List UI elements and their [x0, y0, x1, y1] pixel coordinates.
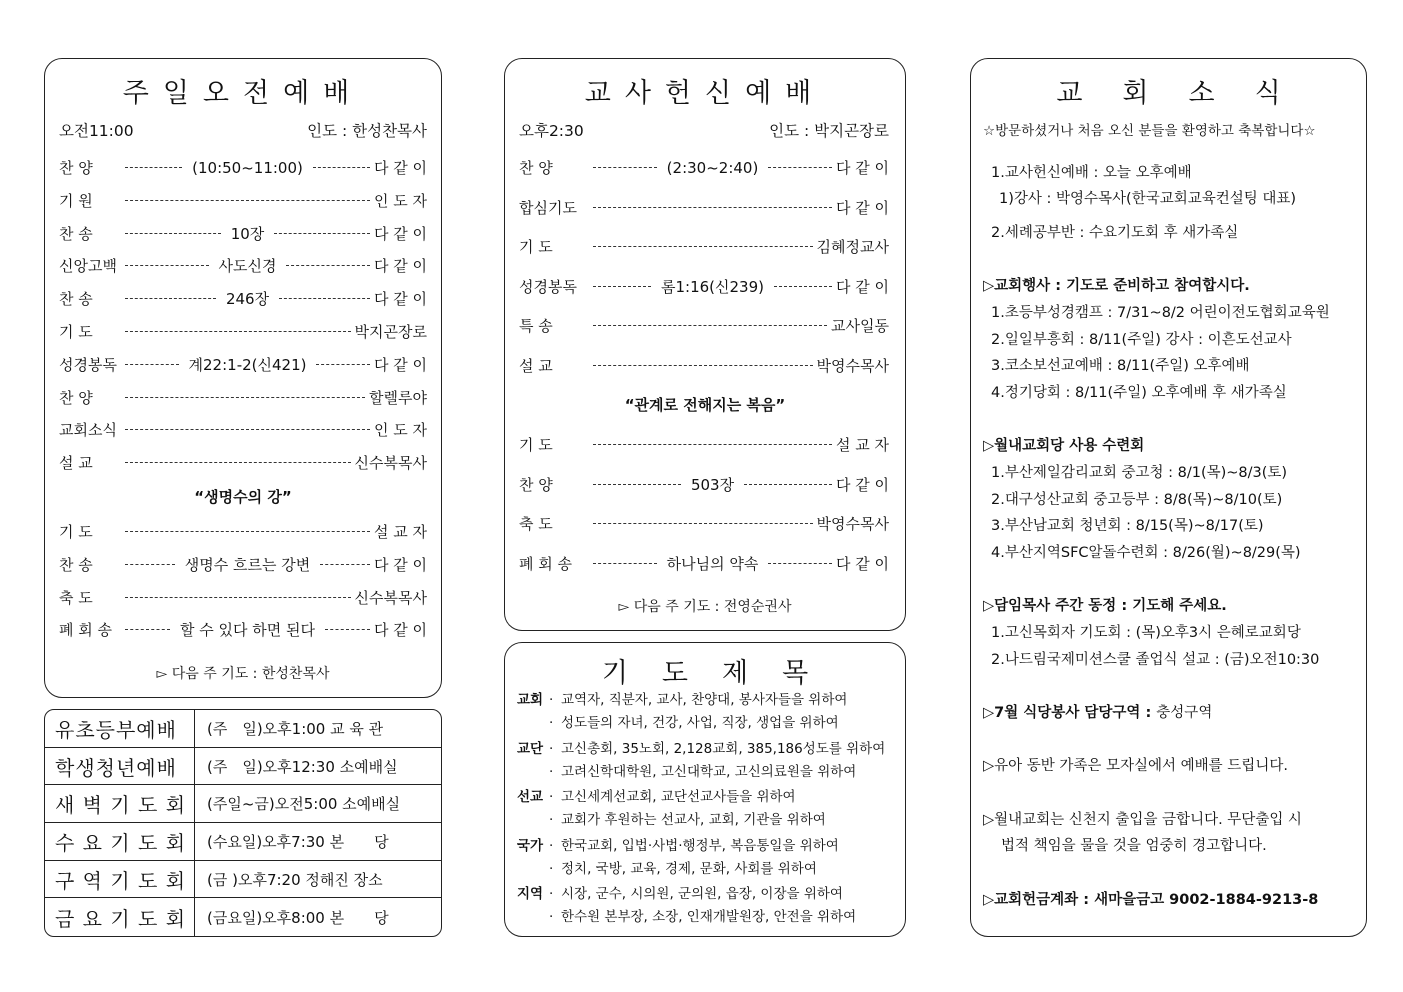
morning-sermon-title: “생명수의 강” [194, 488, 292, 506]
order-row [59, 554, 427, 575]
dash-leader [593, 325, 827, 326]
schedule-time: (주일~금)오전5:00 소예배실 [207, 795, 401, 814]
schedule-name: 수 요 기 도 회 [45, 823, 195, 860]
order-detail: 생명수 흐르는 강변 [184, 555, 311, 574]
dash-leader [125, 564, 175, 565]
news-item: 2.세례공부반 : 수요기도회 후 새가족실 [991, 225, 1239, 241]
prayer-line [517, 786, 826, 809]
news-meal-label: ▷7월 식당봉사 담당구역 : [983, 705, 1157, 721]
schedule-row [45, 748, 441, 786]
news-meal-heading [983, 701, 1212, 722]
prayer-line [517, 761, 885, 784]
order-person: 박영수목사 [816, 356, 889, 375]
prayer-text: 교회가 후원하는 선교사, 교회, 기관을 위하여 [561, 812, 826, 828]
order-person: 신수복목사 [354, 454, 427, 473]
prayer-text: 성도들의 자녀, 건강, 사업, 직장, 생업을 위하여 [561, 715, 839, 731]
order-label: 설 교 [519, 356, 553, 375]
dash-leader [125, 429, 370, 430]
order-label: 축 도 [519, 515, 553, 533]
prayer-key: 교단 [517, 740, 544, 757]
schedule-row [45, 823, 441, 861]
dash-leader [768, 563, 832, 564]
news-title: 교회소식 [1056, 78, 1321, 109]
order-label: 기 도 [519, 436, 553, 454]
prayer-text: 교역자, 직분자, 교사, 찬양대, 봉사자들을 위하여 [561, 692, 848, 708]
news-welcome: ☆방문하셨거나 처음 오신 분들을 환영하고 축복합니다☆ [983, 123, 1316, 139]
prayer-line [517, 809, 826, 832]
dash-leader [593, 365, 813, 366]
prayer-bullet: · [549, 740, 554, 757]
order-person: 다 같 이 [835, 198, 889, 217]
prayer-bullet: · [549, 789, 554, 805]
order-label: 찬 양 [59, 159, 93, 177]
teacher-header [519, 119, 889, 141]
dash-leader [125, 462, 351, 463]
order-label: 신앙고백 [59, 257, 117, 276]
order-row [59, 223, 427, 244]
dash-leader [274, 233, 370, 234]
prayer-key [517, 906, 549, 929]
dash-leader [125, 629, 170, 630]
schedule-time: (주 일)오후1:00 교 육 관 [207, 719, 384, 738]
schedule-name: 학생청년예배 [45, 748, 195, 785]
schedule-name: 새 벽 기 도 회 [45, 785, 195, 822]
order-person: 다 같 이 [835, 159, 889, 177]
order-person: 다 같 이 [374, 621, 428, 640]
morning-title: 주일오전예배 [122, 78, 364, 109]
news-account: ▷교회헌금계좌 : 새마을금고 9002-1884-9213-8 [983, 892, 1319, 908]
prayer-key: 교회 [517, 692, 544, 708]
order-person: 박영수목사 [816, 515, 889, 533]
teacher-time: 오후2:30 [519, 122, 584, 140]
prayer-line [517, 906, 856, 929]
schedule-name: 구 역 기 도 회 [45, 861, 195, 898]
prayer-text: 고신총회, 35노회, 2,128교회, 385,186성도를 위하여 [561, 740, 886, 757]
news-pastor: 1.고신목회자 기도회 : (목)오후3시 은혜로교회당 [991, 625, 1301, 641]
dash-leader [325, 629, 370, 630]
prayer-key [517, 712, 549, 735]
prayer-line [517, 858, 839, 881]
order-person: 다 같 이 [374, 257, 428, 276]
dash-leader [774, 286, 832, 287]
dash-leader [744, 484, 832, 485]
order-row [519, 157, 889, 178]
news-retreat-heading: ▷월내교회당 사용 수련회 [983, 438, 1145, 454]
prayer-topics-box [504, 642, 906, 937]
dash-leader [125, 298, 216, 299]
news-retreat: 2.대구성산교회 중고등부 : 8/8(목)~8/10(토) [991, 492, 1283, 508]
order-label: 찬 양 [59, 388, 93, 407]
prayer-group [517, 883, 856, 929]
order-row [519, 315, 889, 336]
prayer-bullet: · [549, 692, 554, 708]
order-person: 다 같 이 [373, 224, 427, 243]
order-row [59, 321, 427, 342]
dash-leader [313, 167, 370, 168]
order-label: 합심기도 [519, 198, 577, 217]
order-label: 찬 송 [59, 555, 93, 574]
dash-leader [125, 331, 351, 332]
order-person: 다 같 이 [373, 159, 427, 177]
prayer-key [517, 809, 549, 832]
order-detail: (10:50~11:00) [192, 158, 303, 177]
order-label: 설 교 [59, 454, 93, 473]
order-person: 박지곤장로 [354, 323, 427, 341]
prayer-key: 지역 [517, 886, 544, 902]
order-row [519, 236, 889, 257]
morning-header [59, 119, 427, 141]
order-person: 다 같 이 [374, 355, 428, 374]
prayer-group [517, 786, 826, 832]
prayer-title: 기도제목 [601, 658, 843, 689]
dash-leader [125, 233, 221, 234]
order-row [59, 587, 427, 608]
news-infant: ▷유아 동반 가족은 모자실에서 예배를 드립니다. [983, 758, 1288, 774]
order-row [59, 157, 427, 178]
prayer-bullet: · [549, 860, 554, 877]
order-detail: 하나님의 약속 [666, 554, 759, 573]
order-label: 찬 송 [59, 224, 93, 243]
dash-leader [125, 364, 179, 365]
dash-leader [593, 246, 813, 247]
prayer-key: 국가 [517, 837, 544, 854]
dash-leader [593, 286, 651, 287]
dash-leader [125, 531, 370, 532]
schedule-row [45, 898, 441, 936]
dash-leader [593, 523, 813, 524]
order-label: 찬 송 [59, 290, 93, 309]
church-news-box [970, 58, 1367, 937]
prayer-key [517, 761, 549, 784]
order-row [59, 619, 427, 640]
dash-leader [316, 364, 370, 365]
schedule-name: 금 요 기 도 회 [45, 898, 195, 936]
dash-leader [593, 207, 832, 208]
order-label: 성경봉독 [519, 277, 577, 296]
order-detail: 246장 [225, 290, 270, 309]
prayer-key: 선교 [517, 789, 544, 805]
prayer-group [517, 689, 847, 735]
order-row [519, 513, 889, 534]
news-pastor-heading: ▷담임목사 주간 동정 : 기도해 주세요. [983, 598, 1227, 614]
prayer-text: 고신세계선교회, 교단선교사들을 위하여 [561, 789, 796, 805]
teacher-sermon-title: “관계로 전해지는 복음” [624, 396, 786, 414]
prayer-bullet: · [549, 715, 554, 731]
order-person: 인 도 자 [373, 421, 427, 440]
order-person: 다 같 이 [836, 554, 890, 573]
order-row [59, 190, 427, 211]
teacher-next-prayer: ▻ 다음 주 기도 : 전영순권사 [618, 599, 792, 615]
order-row [59, 354, 427, 375]
order-label: 특 송 [519, 317, 553, 335]
news-event: 4.정기당회 : 8/11(주일) 오후예배 후 새가족실 [991, 385, 1287, 401]
worship-schedule-table [44, 709, 442, 937]
teacher-title: 교사헌신예배 [584, 78, 826, 109]
order-label: 기 도 [59, 323, 93, 341]
morning-time: 오전11:00 [59, 122, 134, 140]
prayer-line [517, 883, 856, 906]
order-row [519, 355, 889, 376]
dash-leader [593, 444, 832, 445]
order-person: 설 교 자 [373, 523, 427, 541]
order-row [59, 419, 427, 440]
prayer-text: 시장, 군수, 시의원, 군의원, 읍장, 이장을 위하여 [561, 886, 843, 902]
dash-leader [125, 200, 370, 201]
order-label: 기 도 [59, 523, 93, 541]
prayer-group [517, 835, 839, 881]
order-person: 신수복목사 [354, 588, 427, 607]
prayer-text: 고려신학대학원, 고신대학교, 고신의료원을 위하여 [561, 763, 857, 780]
order-detail: 계22:1-2(신421) [188, 355, 307, 374]
prayer-bullet: · [549, 886, 554, 902]
order-person: 김혜정교사 [816, 238, 889, 256]
schedule-time: (수요일)오후7:30 본 당 [207, 832, 389, 851]
order-row [519, 553, 889, 574]
order-row [59, 452, 427, 473]
schedule-time: (금 )오후7:20 정해진 장소 [207, 870, 383, 889]
prayer-group [517, 738, 885, 784]
order-row [519, 474, 889, 495]
news-meal-value: 충성구역 [1156, 705, 1213, 721]
schedule-row [45, 861, 441, 899]
order-detail: 롬1:16(신239) [661, 277, 764, 296]
order-row [59, 255, 427, 276]
order-person: 설 교 자 [835, 436, 889, 454]
prayer-line [517, 712, 847, 735]
order-row [59, 521, 427, 542]
teacher-service-box [504, 58, 906, 631]
morning-next-prayer: ▻ 다음 주 기도 : 한성찬목사 [156, 666, 330, 682]
order-person: 인 도 자 [373, 191, 427, 210]
news-retreat: 3.부산남교회 청년회 : 8/15(목)~8/17(토) [991, 518, 1264, 534]
dash-leader [286, 265, 370, 266]
news-pastor: 2.나드림국제미션스쿨 졸업식 설교 : (금)오전10:30 [991, 652, 1320, 668]
schedule-row [45, 785, 441, 823]
prayer-bullet: · [549, 812, 554, 828]
dash-leader [320, 564, 370, 565]
prayer-text: 한국교회, 입법·사법·행정부, 복음통일을 위하여 [561, 837, 839, 854]
prayer-line [517, 835, 839, 858]
teacher-leader: 인도 : 박지곤장로 [769, 122, 889, 140]
schedule-time: (주 일)오후12:30 소예배실 [207, 757, 398, 776]
order-detail: (2:30~2:40) [666, 158, 759, 177]
order-label: 축 도 [59, 588, 93, 607]
news-event: 2.일일부흥회 : 8/11(주일) 강사 : 이흔도선교사 [991, 332, 1292, 348]
order-person: 다 같 이 [374, 290, 428, 309]
order-label: 성경봉독 [59, 355, 117, 374]
dash-leader [125, 597, 351, 598]
order-label: 기 도 [519, 238, 553, 256]
news-event: 1.초등부성경캠프 : 7/31~8/2 어린이전도협회교육원 [991, 305, 1330, 321]
prayer-line [517, 689, 847, 712]
news-warning: 법적 책임을 물을 것을 엄중히 경고합니다. [1001, 838, 1267, 854]
order-label: 폐 회 송 [59, 621, 113, 640]
dash-leader [593, 484, 681, 485]
news-item: 1)강사 : 박영수목사(한국교회교육컨설팅 대표) [999, 191, 1297, 207]
order-person: 다 같 이 [836, 277, 890, 296]
schedule-time: (금요일)오후8:00 본 당 [207, 908, 389, 927]
prayer-text: 한수원 본부장, 소장, 인재개발원장, 안전을 위하여 [561, 909, 857, 925]
news-item: 1.교사헌신예배 : 오늘 오후예배 [991, 165, 1192, 181]
morning-service-box [44, 58, 442, 698]
news-event: 3.코소보선교예배 : 8/11(주일) 오후예배 [991, 358, 1250, 374]
prayer-bullet: · [549, 763, 554, 780]
order-detail: 10장 [230, 224, 265, 243]
order-person: 교사일동 [831, 317, 889, 335]
schedule-row [45, 710, 441, 748]
order-detail: 할 수 있다 하면 된다 [180, 621, 315, 640]
order-label: 찬 양 [519, 475, 553, 494]
dash-leader [125, 265, 209, 266]
prayer-line [517, 738, 885, 761]
dash-leader [593, 563, 657, 564]
schedule-name: 유초등부예배 [45, 710, 195, 747]
prayer-bullet: · [549, 837, 554, 854]
morning-leader: 인도 : 한성찬목사 [307, 122, 427, 140]
news-retreat: 1.부산제일감리교회 중고청 : 8/1(목)~8/3(토) [991, 465, 1288, 481]
prayer-key [517, 858, 549, 881]
order-row [59, 288, 427, 309]
order-person: 다 같 이 [374, 555, 428, 574]
order-person: 할렐루야 [369, 388, 427, 407]
order-label: 기 원 [59, 191, 93, 210]
order-row [519, 197, 889, 218]
prayer-bullet: · [549, 909, 554, 925]
order-person: 다 같 이 [836, 475, 890, 494]
dash-leader [125, 397, 365, 398]
order-label: 찬 양 [519, 159, 553, 177]
order-detail: 503장 [690, 475, 735, 494]
news-warning: ▷월내교회는 신천지 출입을 금합니다. 무단출입 시 [983, 812, 1302, 828]
dash-leader [125, 167, 182, 168]
prayer-text: 정치, 국방, 교육, 경제, 문화, 사회를 위하여 [561, 860, 817, 877]
order-row [519, 434, 889, 455]
news-retreat: 4.부산지역SFC알돌수련회 : 8/26(월)~8/29(목) [991, 545, 1301, 561]
order-detail: 사도신경 [218, 257, 277, 276]
order-label: 폐 회 송 [519, 554, 573, 573]
order-row [519, 276, 889, 297]
order-row [59, 387, 427, 408]
dash-leader [279, 298, 370, 299]
dash-leader [768, 167, 832, 168]
news-events-heading: ▷교회행사 : 기도로 준비하고 참여합시다. [983, 278, 1250, 294]
dash-leader [593, 167, 657, 168]
order-label: 교회소식 [59, 421, 117, 440]
